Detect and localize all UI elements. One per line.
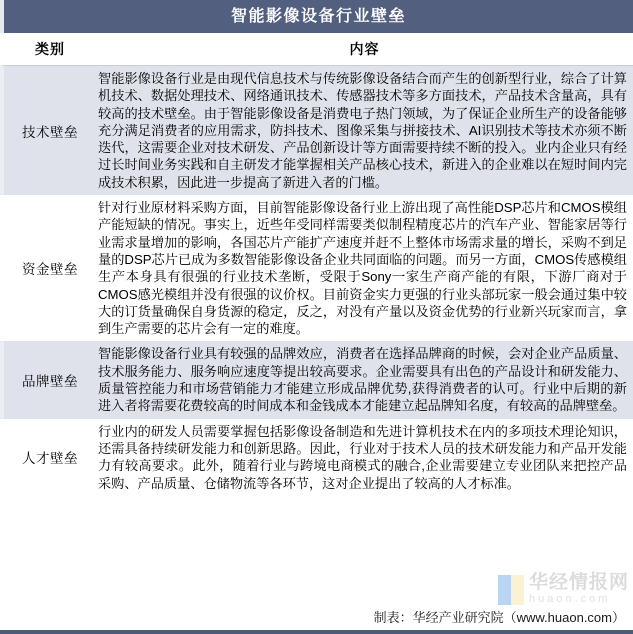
watermark-cn-text: 华经情报网: [528, 572, 629, 593]
huaon-logo-icon: [498, 575, 524, 605]
row-category-label: 技术壁垒: [22, 124, 78, 140]
page-title: 智能影像设备行业壁垒: [230, 7, 406, 25]
table-footer: [0, 603, 633, 629]
column-header-content: 内容: [349, 41, 380, 57]
bottom-rule: [0, 630, 633, 634]
logo-bar-yellow: [511, 575, 524, 605]
table-row: [0, 419, 633, 496]
watermark: [498, 573, 629, 606]
row-category-label: 品牌壁垒: [22, 374, 78, 390]
table-row: [0, 195, 633, 341]
table-column-header: [0, 33, 633, 66]
column-header-category: 类别: [35, 41, 65, 57]
table-row: [0, 66, 633, 195]
watermark-text: [529, 573, 629, 606]
source-attribution: 制表：华经产业研究院（www.huaon.com）: [373, 609, 625, 625]
table-row: [0, 341, 633, 418]
row-content-text: 行业内的研发人员需要掌握包括影像设备制造和先进计算机技术在内的多项技术理论知识，还需具备持续研发能力和创新思路。因此，行业对于技术人员的技术研发能力和产品开发能力有较高要求。此外，随着行业与跨境电商模式的融合,企业需要建立专业团队来把控产品采购、产品质量、仓储物流等各环节，这对企业提出了较高的人才标准。: [98, 423, 627, 491]
row-content-text: 针对行业原材料采购方面，目前智能影像设备行业上游出现了高性能DSP芯片和CMOS模组产能短缺的情况。事实上，近些年受同样需要类似制程精度芯片的汽车产业、智能家居等行业需求量增加的影响，各国芯片产能扩产速度并赶不上整体市场需求量的增长，采购不到足量的DSP芯片已成为多数智能影像设备企业共同面临的问题。而另一方面，CMOS传感模组生产本身具有很强的行业技术垄断，受限于Sony一家生产商产能的有限，下游厂商对于CMOS感光模组并没有很强的议价权。目前资金实力更强的行业头部玩家一般会通过集中较大的订货量确保自身货源的稳定，反之，对没有产量以及资金优势的行业新兴玩家而言，拿到生产需要的芯片会有一定的难度。: [98, 200, 627, 337]
logo-bar-blue: [498, 575, 511, 605]
watermark-en-text: huaon.com: [528, 593, 611, 605]
row-content-text: 智能影像设备行业具有较强的品牌效应，消费者在选择品牌商的时候，会对企业产品质量、技术服务能力、服务响应速度等提出较高要求。企业需要具有出色的产品设计和研发能力、质量管控能力和市场营销能力才能建立形成品牌优势,获得消费者的认可。行业中后期的新进入者将需要花费较高的时间成本和金钱成本才能建立起品牌知名度，有较高的品牌壁垒。: [98, 346, 627, 414]
row-category-label: 人才壁垒: [22, 451, 78, 467]
row-content-text: 智能影像设备行业是由现代信息技术与传统影像设备结合而产生的创新型行业，综合了计算机技术、数据处理技术、网络通讯技术、传感器技术等多方面技术，产品技术含量高，具有较高的技术壁垒。由于智能影像设备是消费电子热门领域，为了保证企业所生产的设备能够充分满足消费者的应用需求，防抖技术、图像采集与拼接技术、AI识别技术等技术亦须不断迭代，这需要企业对技术研发、产品创新设计等方面需要持续不断的投入。业内企业只有经过长时间业务实践和自主研发才能掌握相关产品核心技术，新进入的企业难以在短时间内完成技术积累，因此进一步提高了新进入者的门槛。: [98, 71, 627, 190]
table-title-bar: [0, 0, 633, 33]
row-category-label: 资金壁垒: [22, 262, 78, 278]
